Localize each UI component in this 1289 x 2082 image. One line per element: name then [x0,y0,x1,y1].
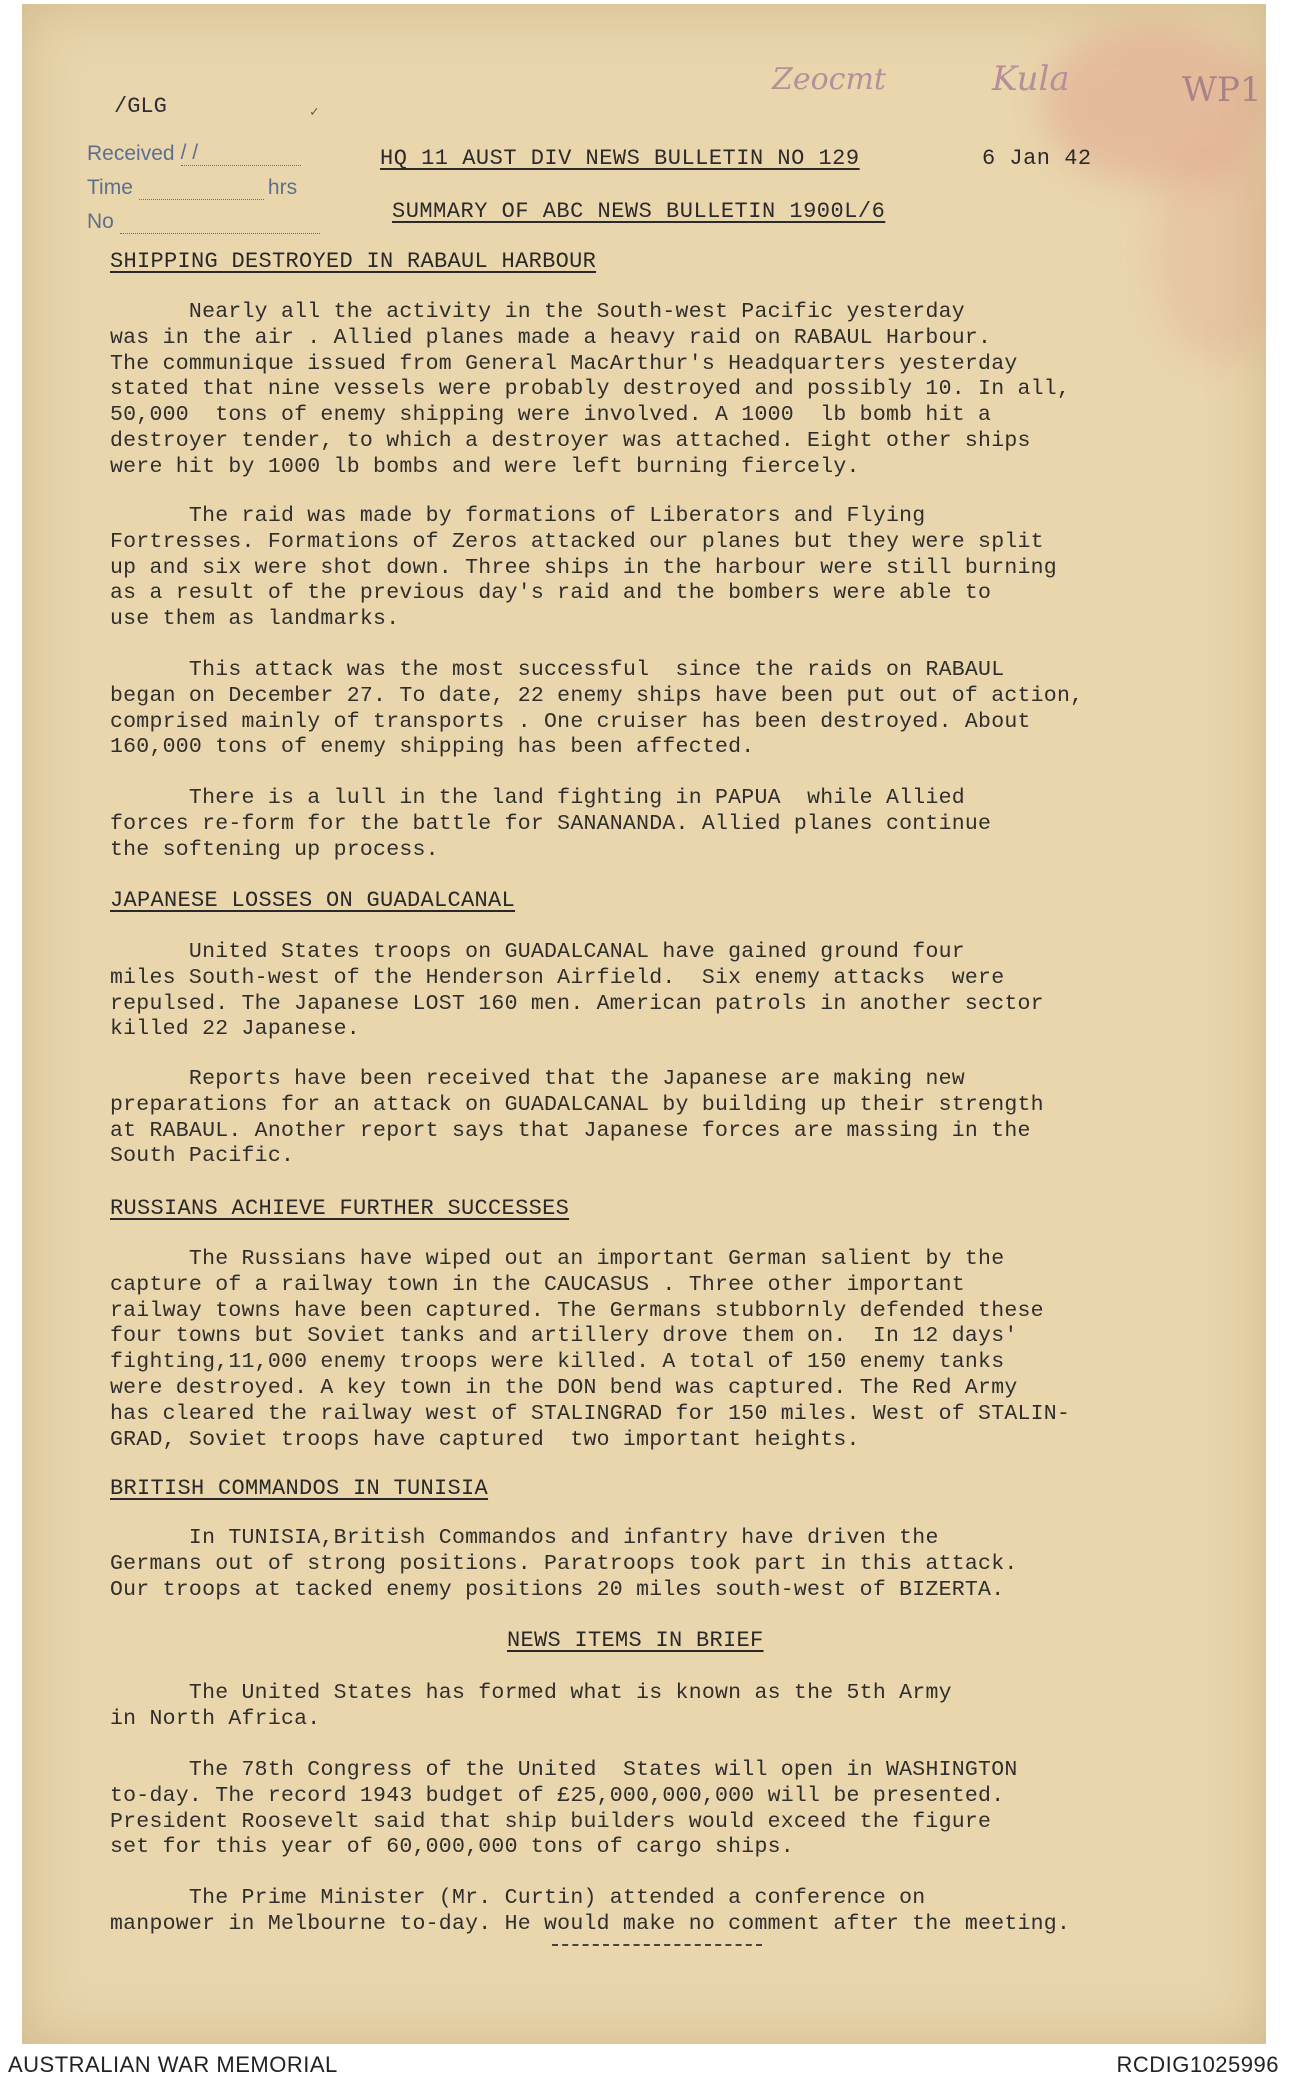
check-mark: ✓ [310,105,319,121]
stamp-received-date: / / [181,141,301,166]
paragraph: The Russians have wiped out an important German salient by the capture of a railway town in the CAUCASUS . Three other important railway towns have been captured. The Germans stubbornly defended these four towns but Soviet tanks and artillery drove them on. In 12 days' fighting,11,000 enemy troops were killed. A total of 150 enemy tanks were destroyed. A key town in the DON bend was captured. The Red Army has cleared the railway west of STALINGRAD for 150 miles. West of STALIN- GRAD, Soviet troops have captured two important heights. [110,1247,1071,1452]
section-heading: BRITISH COMMANDOS IN TUNISIA [110,1476,489,1501]
section-heading: RUSSIANS ACHIEVE FURTHER SUCCESSES [110,1196,570,1221]
bulletin-date: 6 Jan 42 [982,146,1092,171]
footer-record-id: RCDIG1025996 [1116,2052,1279,2077]
document-page [22,4,1266,2044]
end-rule [552,1944,762,1946]
paragraph: The United States has formed what is known as the 5th Army in North Africa. [110,1681,952,1731]
handwritten-note: Kula [992,59,1070,99]
section-heading: NEWS ITEMS IN BRIEF [507,1628,764,1653]
bulletin-title: HQ 11 AUST DIV NEWS BULLETIN NO 129 [380,146,860,171]
paragraph: This attack was the most successful since the raids on RABAUL began on December 27. To date, 22 enemy ships have been put out of action, comprised mainly of transports . One cruiser has been destroyed. About 160,000 tons of enemy shipping has been affected. [110,658,1084,760]
stamp-no-label: No [87,210,114,233]
handwritten-note: Zeocmt [772,62,886,97]
handwritten-note: WP1 [1182,70,1262,110]
paragraph: The 78th Congress of the United States will open in WASHINGTON to-day. The record 1943 budget of £25,000,000,000 will be presented. President Roosevelt said that ship builders would exceed the figure set for this year of 60,000,000 tons of cargo ships. [110,1758,1018,1860]
paragraph: United States troops on GUADALCANAL have gained ground four miles South-west of the Henderson Airfield. Six enemy attacks were repulsed. The Japanese LOST 160 men. American patrols in another sector killed 22 Japanese. [110,940,1044,1042]
stamp-received-label: Received [87,142,175,165]
section-heading: JAPANESE LOSSES ON GUADALCANAL [110,888,516,913]
received-stamp [87,132,320,234]
stamp-time-unit: hrs [267,176,298,199]
paragraph: Nearly all the activity in the South-west Pacific yesterday was in the air . Allied planes made a heavy raid on RABAUL Harbour. The communique issued from General MacArthur's Headquarters yesterday stated that nine vessels were probably destroyed and possibly 10. In all, 50,000 tons of enemy shipping were involved. A 1000 lb bomb hit a destroyer tender, to which a destroyer was attached. Eight other ships were hit by 1000 lb bombs and were left burning fiercely. [110,300,1071,479]
paragraph: In TUNISIA,British Commandos and infantry have driven the Germans out of strong positions. Paratroops took part in this attack. Our troops at tacked enemy positions 20 miles south-west of BIZERTA. [110,1526,1018,1602]
paragraph: There is a lull in the land fighting in PAPUA while Allied forces re-form for the battle for SANANANDA. Allied planes continue the softening up process. [110,786,992,862]
section-heading: SHIPPING DESTROYED IN RABAUL HARBOUR [110,249,597,274]
reference-code: /GLG [114,94,167,119]
bulletin-subtitle: SUMMARY OF ABC NEWS BULLETIN 1900L/6 [392,199,886,224]
paragraph: Reports have been received that the Japanese are making new preparations for an attack on GUADALCANAL by building up their strength at RABAUL. Another report says that Japanese forces are massing in the South Pacific. [110,1067,1044,1169]
paragraph: The raid was made by formations of Liberators and Flying Fortresses. Formations of Zeros attacked our planes but they were split up and six were shot down. Three ships in the harbour were still burning as a result of the previous day's raid and the bombers were able to use them as landmarks. [110,504,1057,632]
stamp-time-label: Time [87,176,133,199]
paragraph: The Prime Minister (Mr. Curtin) attended a conference on manpower in Melbourne to-day. He would make no comment after the meeting. [110,1886,1071,1936]
footer-archive-name: AUSTRALIAN WAR MEMORIAL [8,2052,338,2077]
